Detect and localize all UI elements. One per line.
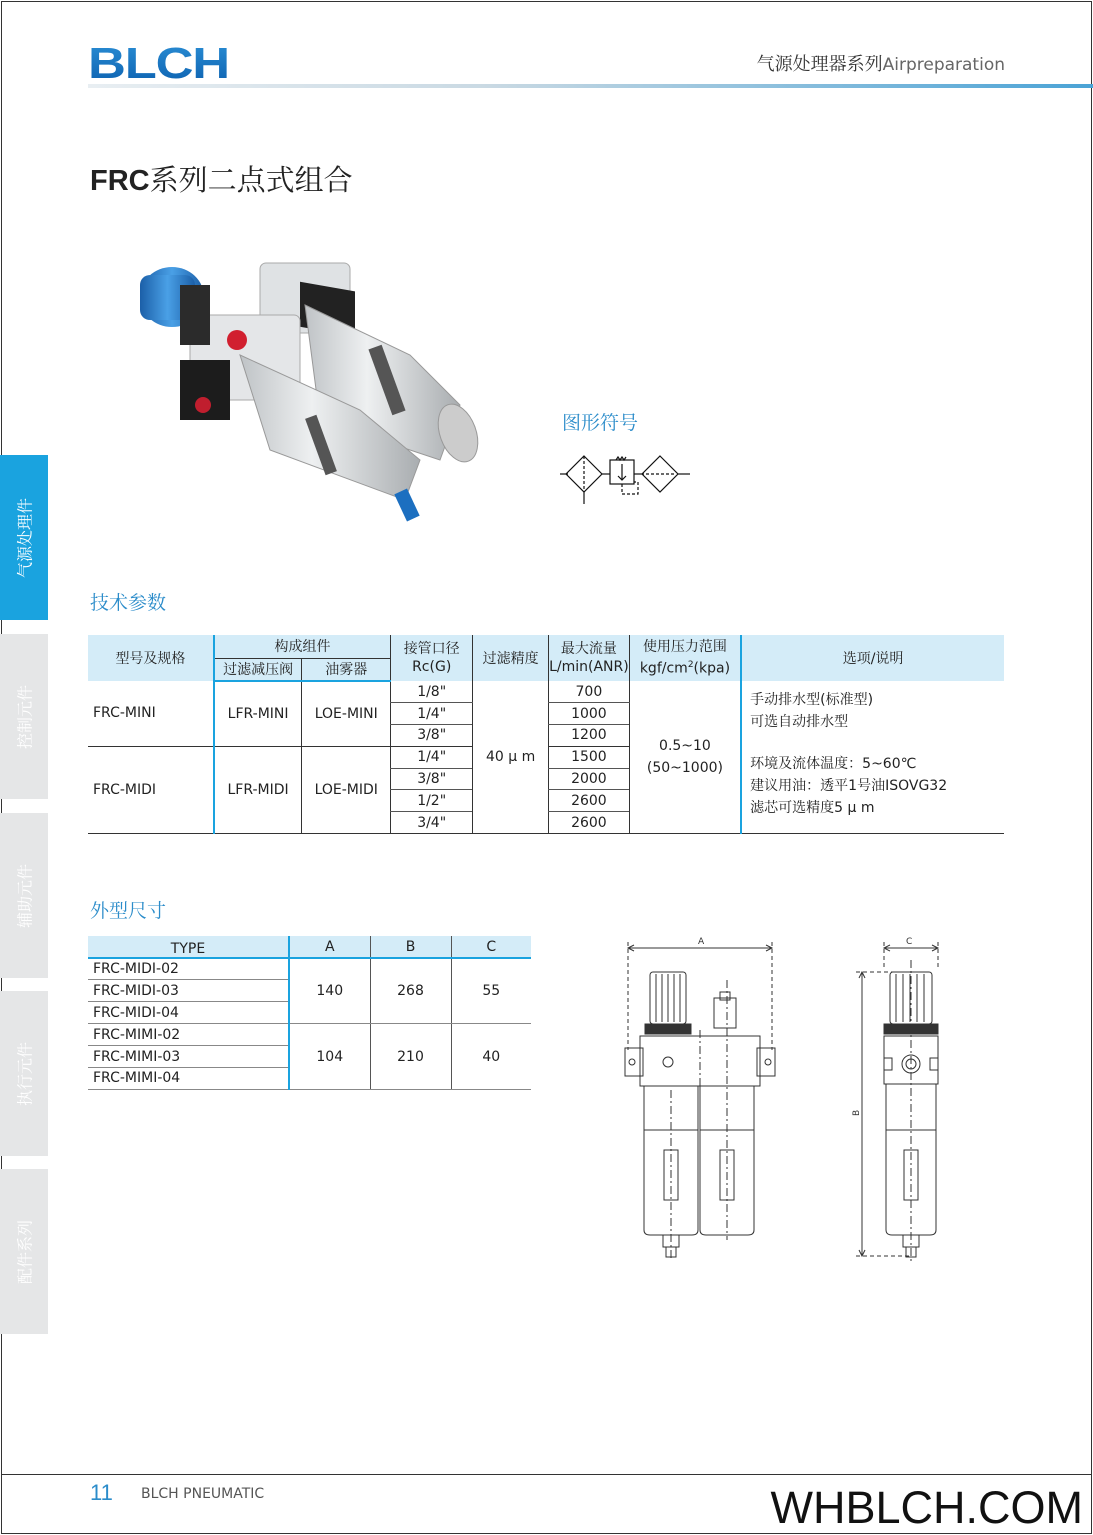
note-line: 环境及流体温度：5~60℃	[750, 756, 917, 772]
th-filtration: 过滤精度	[473, 635, 549, 681]
header-title-cn: 气源处理器系列	[756, 54, 883, 75]
side-tab-control[interactable]	[0, 634, 48, 799]
cell-b: 268	[370, 958, 451, 1024]
dim-label-b: B	[852, 1109, 862, 1116]
cell-type: FRC-MIDI-03	[88, 980, 289, 1002]
cell-flow: 1500	[549, 746, 630, 768]
cell-pressure: 0.5~10 (50~1000)	[629, 681, 741, 834]
cell-port: 1/4"	[391, 703, 473, 725]
footer-brand: BLCH PNEUMATIC	[141, 1486, 265, 1502]
th-port: 接管口径 Rc(G)	[391, 635, 473, 681]
th-notes: 选项/说明	[741, 635, 1004, 681]
cell-lubricator: LOE-MINI	[302, 681, 391, 746]
side-tab-label: 气源处理件	[15, 497, 35, 578]
footer-website[interactable]: WHBLCH.COM	[770, 1482, 1083, 1533]
side-tab-label: 辅助元件	[15, 863, 35, 928]
header-title	[757, 50, 1005, 76]
front-view-drawing	[620, 930, 780, 1270]
th-lubricator: 油雾器	[302, 658, 391, 681]
cell-c: 55	[451, 958, 531, 1024]
tech-table	[88, 635, 1004, 834]
cell-type: FRC-MIDI-02	[88, 958, 289, 980]
cell-flow: 2000	[549, 768, 630, 790]
cell-flow: 1200	[549, 725, 630, 747]
page-title-rest: 系列二点式组合	[149, 163, 353, 197]
symbol-title: 图形符号	[562, 412, 639, 434]
th-a: A	[289, 936, 370, 958]
side-tab-accessories[interactable]	[0, 1169, 48, 1334]
cell-c: 40	[451, 1024, 531, 1090]
side-tab-label: 执行元件	[15, 1041, 35, 1106]
header-title-en: Airpreparation	[882, 55, 1005, 75]
cell-port: 3/8"	[391, 768, 473, 790]
footer-rule	[1, 1474, 1092, 1475]
cell-filter-regulator: LFR-MINI	[214, 681, 302, 746]
page-title	[90, 158, 353, 199]
th-c: C	[451, 936, 531, 958]
dims-section-title: 外型尺寸	[90, 900, 167, 922]
cell-lubricator: LOE-MIDI	[302, 746, 391, 833]
th-type: TYPE	[88, 936, 289, 958]
cell-type: FRC-MIMI-03	[88, 1046, 289, 1068]
note-line: 手动排水型(标准型)	[750, 692, 874, 708]
cell-notes	[741, 681, 1004, 834]
side-tab-actuator[interactable]	[0, 991, 48, 1156]
cell-flow: 2600	[549, 790, 630, 812]
cell-port: 1/2"	[391, 790, 473, 812]
cell-b: 210	[370, 1024, 451, 1090]
cell-port: 1/4"	[391, 746, 473, 768]
cell-filter-regulator: LFR-MIDI	[214, 746, 302, 833]
cell-type: FRC-MIMI-04	[88, 1067, 289, 1089]
svg-text:BLCH: BLCH	[88, 42, 229, 82]
dims-table	[88, 936, 531, 1090]
cell-type: FRC-MIMI-02	[88, 1024, 289, 1046]
product-photo	[120, 245, 490, 525]
header-rule	[88, 84, 1093, 88]
note-line: 建议用油：透平1号油ISOVG32	[750, 778, 948, 794]
side-tab-label: 配件系列	[15, 1219, 35, 1284]
cell-flow: 700	[549, 681, 630, 703]
cell-a: 104	[289, 1024, 370, 1090]
side-tab-label: 控制元件	[15, 684, 35, 749]
dim-label-c: C	[906, 937, 913, 947]
cell-port: 1/8"	[391, 681, 473, 703]
cell-port: 3/8"	[391, 725, 473, 747]
cell-filtration: 40 μ m	[473, 681, 549, 834]
cell-a: 140	[289, 958, 370, 1024]
side-tab-air-prep[interactable]	[0, 455, 48, 620]
th-components: 构成组件	[214, 635, 391, 658]
pneumatic-symbol	[560, 450, 695, 505]
side-view-drawing	[840, 930, 950, 1270]
page-number: 11	[90, 1480, 113, 1505]
blch-logo	[88, 42, 230, 82]
side-tab-auxiliary[interactable]	[0, 813, 48, 978]
page-title-bold: FRC	[90, 165, 150, 197]
th-filter-regulator: 过滤减压阀	[214, 658, 302, 681]
cell-flow: 2600	[549, 812, 630, 834]
th-b: B	[370, 936, 451, 958]
th-flow: 最大流量 L/min(ANR)	[549, 635, 630, 681]
cell-flow: 1000	[549, 703, 630, 725]
cell-model: FRC-MINI	[88, 681, 214, 746]
cell-port: 3/4"	[391, 812, 473, 834]
note-line: 可选自动排水型	[750, 714, 849, 730]
th-pressure: 使用压力范围 kgf/$cm^2(kpa)$	[629, 635, 741, 681]
th-model: 型号及规格	[88, 635, 214, 681]
cell-type: FRC-MIDI-04	[88, 1002, 289, 1024]
dim-label-a: A	[698, 937, 705, 947]
tech-section-title: 技术参数	[90, 592, 167, 614]
cell-model: FRC-MIDI	[88, 746, 214, 833]
note-line: 滤芯可选精度5 μ m	[750, 800, 875, 816]
